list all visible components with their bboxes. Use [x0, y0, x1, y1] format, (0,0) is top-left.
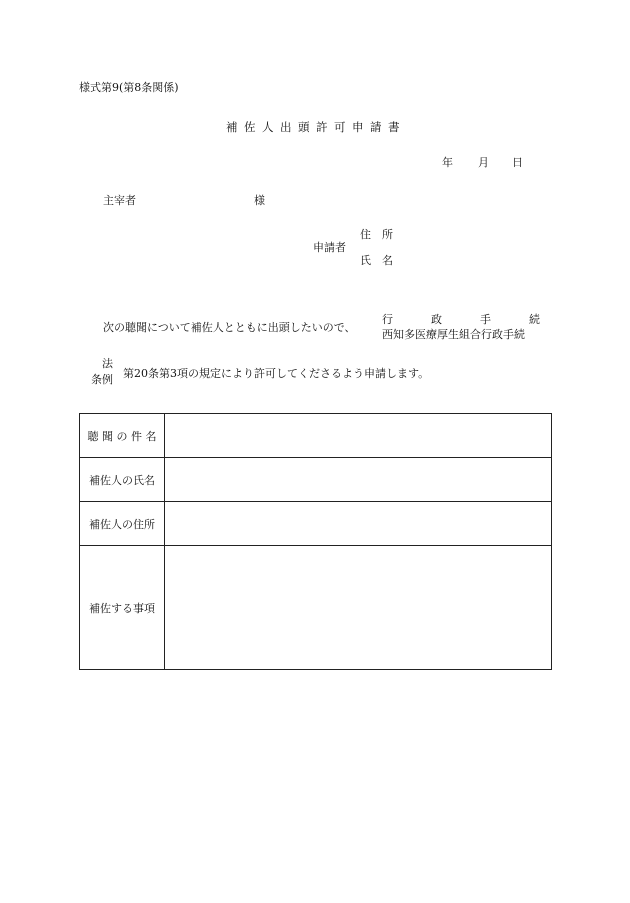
law-kind-law: 法	[102, 357, 113, 370]
recipient-name: 主宰者	[103, 194, 136, 207]
row-label-hearing-subject: 聴 聞 の 件 名	[80, 414, 165, 458]
assisted-matters-field[interactable]	[165, 546, 552, 670]
applicant-name-label: 氏 名	[360, 254, 393, 267]
law-kind-ordinance: 条例	[91, 373, 113, 386]
date-year-label: 年	[442, 156, 453, 169]
table-row	[80, 502, 552, 546]
row-label-assistant-address: 補佐人の住所	[80, 502, 165, 546]
date-day-label: 日	[512, 156, 523, 169]
recipient-honorific: 様	[254, 194, 265, 207]
applicant-label: 申請者	[313, 241, 346, 254]
law-option-char: 続	[529, 313, 540, 326]
page-title: 補佐人出頭許可申請書	[226, 120, 406, 134]
assistant-name-field[interactable]	[165, 458, 552, 502]
statement-line1: 次の聴聞について補佐人とともに出頭したいので、	[103, 321, 356, 334]
application-table	[79, 413, 552, 670]
law-option-administrative-procedure	[382, 314, 540, 325]
law-option-union-procedure: 西知多医療厚生組合行政手続	[382, 328, 525, 341]
row-label-assistant-name: 補佐人の氏名	[80, 458, 165, 502]
law-option-char: 政	[431, 313, 442, 326]
law-option-char: 行	[382, 313, 393, 326]
table-row	[80, 458, 552, 502]
form-number: 様式第9(第8条関係)	[79, 81, 179, 94]
statement-line2: 第20条第3項の規定により許可してくださるよう申請します。	[123, 367, 430, 380]
table-row	[80, 546, 552, 670]
applicant-address-label: 住 所	[360, 228, 393, 241]
assistant-address-field[interactable]	[165, 502, 552, 546]
law-option-char: 手	[480, 313, 491, 326]
row-label-assisted-matters: 補佐する事項	[80, 546, 165, 670]
table-row	[80, 414, 552, 458]
hearing-subject-field[interactable]	[165, 414, 552, 458]
date-month-label: 月	[478, 156, 489, 169]
